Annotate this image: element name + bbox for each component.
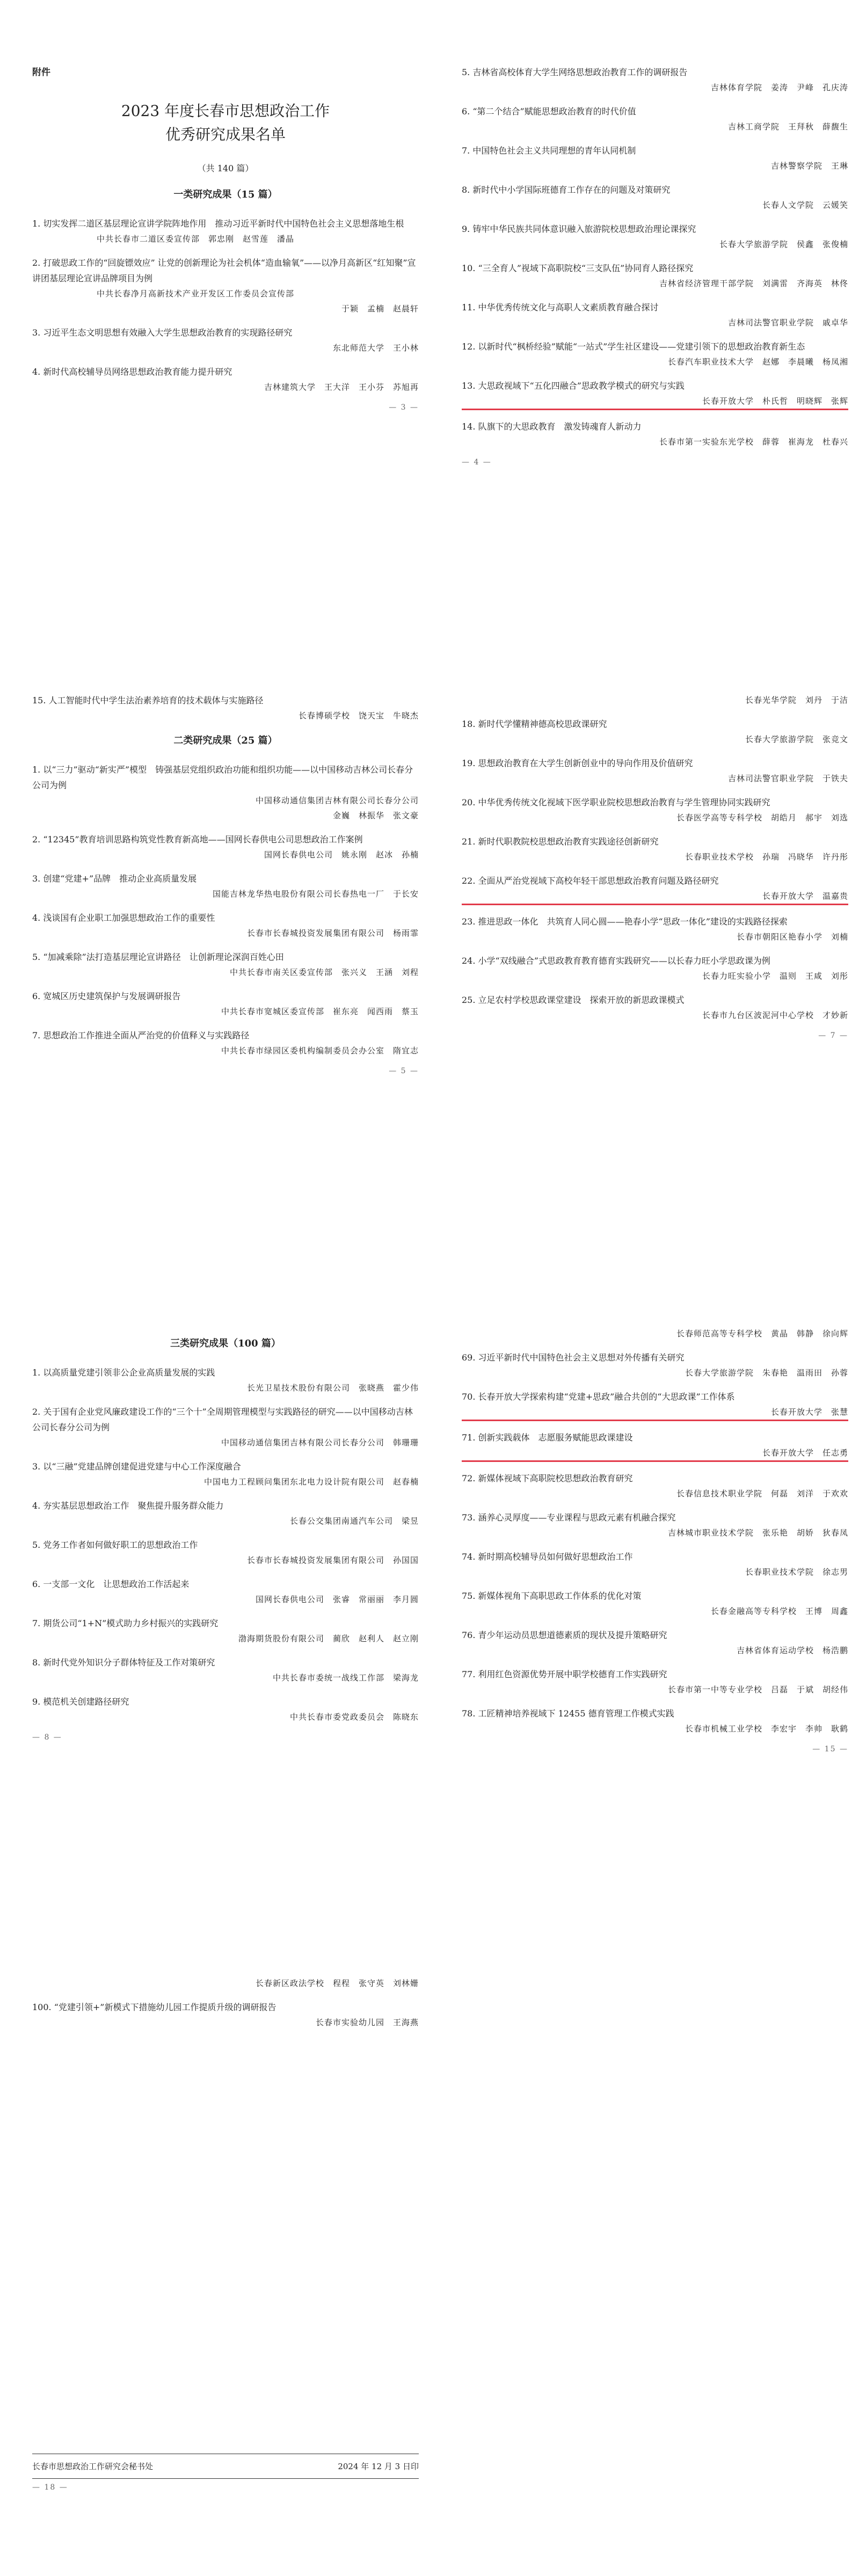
list-item-highlighted: 70. 长春开放大学探索构建“党建+思政”融合共创的“大思政课”工作体系 长春开放大学 张慧 [462,1389,848,1421]
list-item: 8. 新时代党外知识分子群体特征及工作对策研究 中共长春市委统一战线工作部 梁海龙 [32,1657,419,1683]
list-item: 11. 中华优秀传统文化与高职人文素质教育融合探讨 吉林司法警官职业学院 戚卓华 [462,302,848,328]
list-item: 9. 铸牢中华民族共同体意识融入旅游院校思想政治理论课探究 长春大学旅游学院 侯鑫 张俊楠 [462,224,848,249]
page-3 [32,64,419,623]
list-item: 6. 宽城区历史建筑保护与发展调研报告 中共长春市宽城区委宣传部 崔东亮 闻西雨 蔡玉 [32,991,419,1016]
list-item: 24. 小学“双线融合”式思政教育教育德育实践研究——以长春力旺小学思政课为例 长春力旺实验小学 温则 王咸 刘彤 [462,956,848,981]
list-item-highlighted: 22. 全面从严治党视域下高校年轻干部思想政治教育问题及路径研究 长春开放大学 温嘉贵 [462,873,848,905]
print-footer [32,2454,419,2479]
footer-org: 长春市思想政治工作研究会秘书处 [32,2462,154,2471]
list-item: 5. 党务工作者如何做好职工的思想政治工作 长春市长春城投资发展集团有限公司 孙国国 [32,1540,419,1565]
list-item-highlighted: 71. 创新实践载体 志愿服务赋能思政课建设 长春开放大学 任志勇 [462,1430,848,1462]
list-item: 75. 新媒体视角下高职思政工作体系的优化对策 长春金融高等专科学校 王博 周鑫 [462,1591,848,1616]
list-item: 78. 工匠精神培养视域下 12455 德育管理工作模式实践 长春市机械工业学校 李宏宇 李帅 耿鹤 [462,1708,848,1734]
page-15 [462,1326,848,1884]
list-item: 15. 人工智能时代中学生法治素养培育的技术载体与实施路径 长春博硕学校 饶天宝 牛晓杰 [32,695,419,721]
total-count: （共 140 篇） [197,163,254,173]
list-item: 6. 一支部一文化 让思想政治工作活起来 国网长春供电公司 张睿 常丽丽 李月圆 [32,1579,419,1604]
list-item: 8. 新时代中小学国际班德育工作存在的问题及对策研究 长春人文学院 云媛笑 [462,185,848,210]
list-item: 9. 模范机关创建路径研究 中共长春市委党政委员会 陈晓东 [32,1697,419,1722]
list-item: 长春新区政法学校 程程 张守英 刘林姗 [255,1978,419,1988]
list-item: 长春光华学院 刘丹 于洁 [745,695,848,705]
list-item: 100. “党建引领+”新模式下措施幼儿园工作提质升级的调研报告 长春市实验幼儿园 王海燕 [32,2002,419,2027]
section-third: 三类研究成果（100 篇） [170,1338,281,1349]
list-item: 69. 习近平新时代中国特色社会主义思想对外传播有关研究 长春大学旅游学院 朱春艳 温雨田 孙蓉 [462,1352,848,1378]
list-item: 1. 以高质量党建引领非公企业高质量发展的实践 长光卫星技术股份有限公司 张晓燕 霍少伟 [32,1367,419,1393]
page-4 [462,64,848,623]
list-item: 1. 切实发挥二道区基层理论宣讲学院阵地作用 推动习近平新时代中国特色社会主义思想落地生根 中共长春市二道区委宣传部 郭忠刚 赵雪莲 潘晶 [32,219,404,244]
page-number: — 7 — [818,1031,848,1040]
page-number: — 15 — [812,1745,848,1753]
section-second: 二类研究成果（25 篇） [173,735,278,746]
document-title-line2: 优秀研究成果名单 [165,126,286,143]
list-item: 6. “第二个结合”赋能思想政治教育的时代价值 吉林工商学院 王拜秋 薛馥生 [462,106,848,132]
list-item: 2. 关于国有企业党风廉政建设工作的“三个十”全周期管理模型与实践路径的研究——以中国移动吉林公司长春分公司为例 中国移动通信集团吉林有限公司长春分公司 韩珊珊 [32,1407,419,1447]
page-18 [32,1976,419,2137]
page-number: — 18 — [32,2483,68,2492]
list-item: 10. “三全育人”视域下高职院校“三支队伍”协同育人路径探究 吉林省经济管理干部学院 刘满雷 齐海英 林佟 [462,263,848,288]
page-number: — 8 — [32,1733,62,1742]
list-item: 5. 吉林省高校体育大学生网络思想政治教育工作的调研报告 吉林体育学院 姜涛 尹峰 孔庆涛 [462,67,848,92]
list-item: 77. 利用红色资源优势开展中职学校德育工作实践研究 长春市第一中等专业学校 吕磊 于斌 胡经伟 [462,1669,848,1694]
list-item: 14. 队旗下的大思政教育 激发铸魂育人新动力 长春市第一实验东光学校 薛蓉 崔海龙 杜春兴 [462,421,848,447]
page-5 [32,693,419,1251]
list-item: 18. 新时代学懂精神德高校思政课研究 长春大学旅游学院 张竞文 [462,719,848,744]
list-item: 74. 新时期高校辅导员如何做好思想政治工作 长春职业技术学院 徐志男 [462,1552,848,1577]
list-item: 2. 打破思政工作的“回旋镖效应” 让党的创新理论为社会机体“造血输氧”——以净月高新区“红知聚”宣讲团基层理论宣讲品牌项目为例 中共长春净月高新技术产业开发区工作委员会宣传部 于颖 孟楠 赵晨轩 [32,258,419,314]
list-item: 73. 涵养心灵厚度——专业课程与思政元素有机融合探究 吉林城市职业技术学院 张乐艳 胡娇 狄春凤 [462,1512,848,1538]
list-item: 3. 以“三融”党建品牌创建促进党建与中心工作深度融合 中国电力工程顾问集团东北电力设计院有限公司 赵春楠 [32,1461,419,1487]
list-item: 72. 新媒体视域下高职院校思想政治教育研究 长春信息技术职业学院 何磊 刘洋 于欢欢 [462,1473,848,1498]
list-item: 4. 夯实基层思想政治工作 聚焦提升服务群众能力 长春公交集团南通汽车公司 梁昱 [32,1501,419,1526]
list-item: 2. “12345”教育培训思路构筑党性教育新高地——国网长春供电公司思想政治工作案例 国网长春供电公司 姚永刚 赵冰 孙楠 [32,834,419,860]
list-item: 19. 思想政治教育在大学生创新创业中的导向作用及价值研究 吉林司法警官职业学院 于铁夫 [462,758,848,783]
list-item-highlighted: 13. 大思政视域下“五化四融合”思政教学模式的研究与实践 长春开放大学 朴氏哲 明晓辉 张辉 [462,378,848,410]
list-item: 25. 立足农村学校思政课堂建设 探索开放的新思政课模式 长春市九台区波泥河中心学校 才妙新 [462,995,848,1020]
page-18-footer [32,2454,419,2518]
list-item: 23. 推进思政一体化 共筑育人同心圆——艳春小学“思政一体化”建设的实践路径探索 长春市朝阳区艳春小学 刘楠 [462,916,848,942]
list-item: 21. 新时代职教院校思想政治教育实践途径创新研究 长春职业技术学校 孙瑞 冯晓华 许丹彤 [462,836,848,862]
list-item: 20. 中华优秀传统文化视域下医学职业院校思想政治教育与学生管理协同实践研究 长春医学高等专科学校 胡皓月 郝宇 刘选 [462,797,848,823]
attachment-label: 附件 [32,67,50,78]
page-number: — 3 — [389,403,419,412]
list-item: 7. 思想政治工作推进全面从严治党的价值释义与实践路径 中共长春市绿园区委机构编制委员会办公室 隋宜志 [32,1030,419,1056]
document-title-line1: 2023 年度长春市思想政治工作 [121,102,330,120]
list-item: 4. 浅谈国有企业职工加强思想政治工作的重要性 长春市长春城投资发展集团有限公司 杨雨霏 [32,913,419,938]
footer-date: 2024 年 12 月 3 日印 [338,2462,419,2471]
list-item: 5. “加减乘除”法打造基层理论宣讲路径 让创新理论深润百姓心田 中共长春市南关区委宣传部 张兴义 王涵 刘程 [32,952,419,977]
list-item: 3. 创建“党建+”品牌 推动企业高质量发展 国能吉林龙华热电股份有限公司长春热电一厂 于长安 [32,874,419,899]
page-7 [462,693,848,1251]
list-item: 长春师范高等专科学校 黄晶 韩静 徐向辉 [676,1329,848,1338]
list-item: 76. 青少年运动员思想道德素质的现状及提升策略研究 吉林省体育运动学校 杨浩鹏 [462,1630,848,1655]
list-item: 4. 新时代高校辅导员网络思想政治教育能力提升研究 吉林建筑大学 王大洋 王小芬 苏旭再 [32,367,419,392]
page-number: — 4 — [462,458,492,467]
list-item: 3. 习近平生态文明思想有效融入大学生思想政治教育的实现路径研究 东北师范大学 王小林 [32,328,419,353]
page-number: — 5 — [389,1067,419,1075]
list-item: 7. 中国特色社会主义共同理想的青年认同机制 吉林警察学院 王琳 [462,145,848,171]
list-item: 1. 以“三力”驱动“新实严”模型 铸强基层党组织政治功能和组织功能——以中国移动吉林公司长春分公司为例 中国移动通信集团吉林有限公司长春分公司 金巍 林振华 张文豪 [32,765,419,820]
page-8 [32,1326,419,1884]
list-item: 7. 期货公司“1+N”模式助力乡村振兴的实践研究 渤海期货股份有限公司 蔺欣 赵利人 赵立刚 [32,1618,419,1643]
section-first: 一类研究成果（15 篇） [173,189,278,200]
list-item: 12. 以新时代“枫桥经验”赋能“一站式”学生社区建设——党建引领下的思想政治教育新生态 长春汽车职业技术大学 赵娜 李晨曦 杨凤湘 [462,341,848,367]
